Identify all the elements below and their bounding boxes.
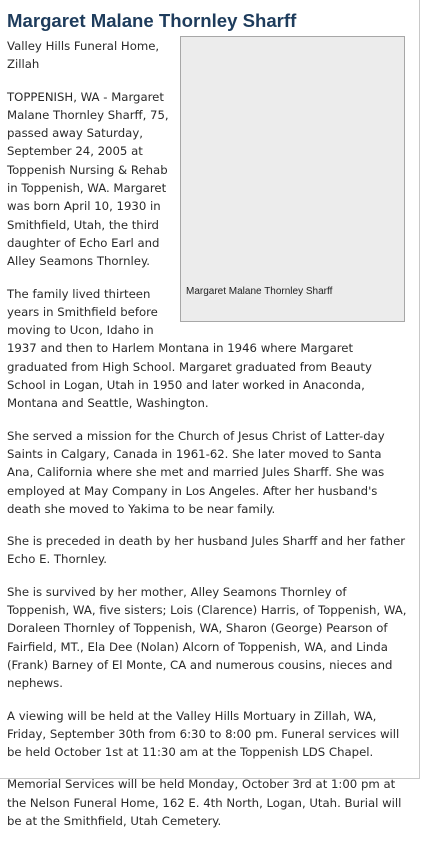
obituary-paragraph-family-history: The family lived thirteen years in Smithfield before moving to Ucon, Idaho in 1937 and then to Harlem Montana in 1946 where Margaret graduated from High School. Margaret graduated from Beauty School in Logan, Utah in 1950 and later worked in Anaconda, Montana and Seattle, Washington. (7, 286, 372, 411)
obituary-paragraph-viewing: A viewing will be held at the Valley Hills Mortuary in Zillah, WA, Friday, September 30th from 6:30 to 8:00 pm. Funeral services will be held October 1st at 11:30 am at the Toppenish LDS Chapel. (7, 708, 400, 760)
obituary-photo (180, 36, 405, 322)
obituary-paragraph-mission: She served a mission for the Church of Jesus Christ of Latter-day Saints in Calgary, Canada in 1961-62. She later moved to Santa Ana, California where she met and married Jules Sharff. She was employed at May Company in Los Angeles. After her husband's death she moved to Yakima to be near family. (7, 428, 385, 516)
obituary-paragraph-memorial: Memorial Services will be held Monday, October 3rd at 1:00 pm at the Nelson Funeral Home, 162 E. 4th North, Logan, Utah. Burial will be at the Smithfield, Utah Cemetery. (7, 777, 402, 828)
funeral-home-location: Zillah (7, 57, 40, 72)
obituary-paragraph-death-notice: TOPPENISH, WA - Margaret Malane Thornley Sharff, 75, passed away Saturday, September 24, 2005 at Toppenish Nursing & Rehab in Toppenish, WA. Margaret was born April 10, 1930 in Smithfield, Utah, the third daughter of Echo Earl and Alley Seamons Thornley. (7, 89, 169, 269)
photo-caption: Margaret Malane Thornley Sharff (186, 286, 333, 297)
obituary-paragraph-preceded: She is preceded in death by her husband Jules Sharff and her father Echo E. Thornley. (7, 534, 406, 567)
obituary-content (7, 11, 409, 844)
obituary-title: Margaret Malane Thornley Sharff (7, 10, 297, 31)
funeral-home-name: Valley Hills Funeral Home, (7, 39, 160, 53)
obituary-paragraph-survivors: She is survived by her mother, Alley Seamons Thornley of Toppenish, WA, five sisters; Lois (Clarence) Harris, of Toppenish, WA, Doraleen Thornley of Toppenish, WA, Sharon (George) Pearson of Fairfield, MT., Ela Dee (Nolan) Alcorn of Toppenish, WA, and Linda (Frank) Barney of El Monte, CA and numerous cousins, nieces and nephews. (7, 584, 407, 691)
